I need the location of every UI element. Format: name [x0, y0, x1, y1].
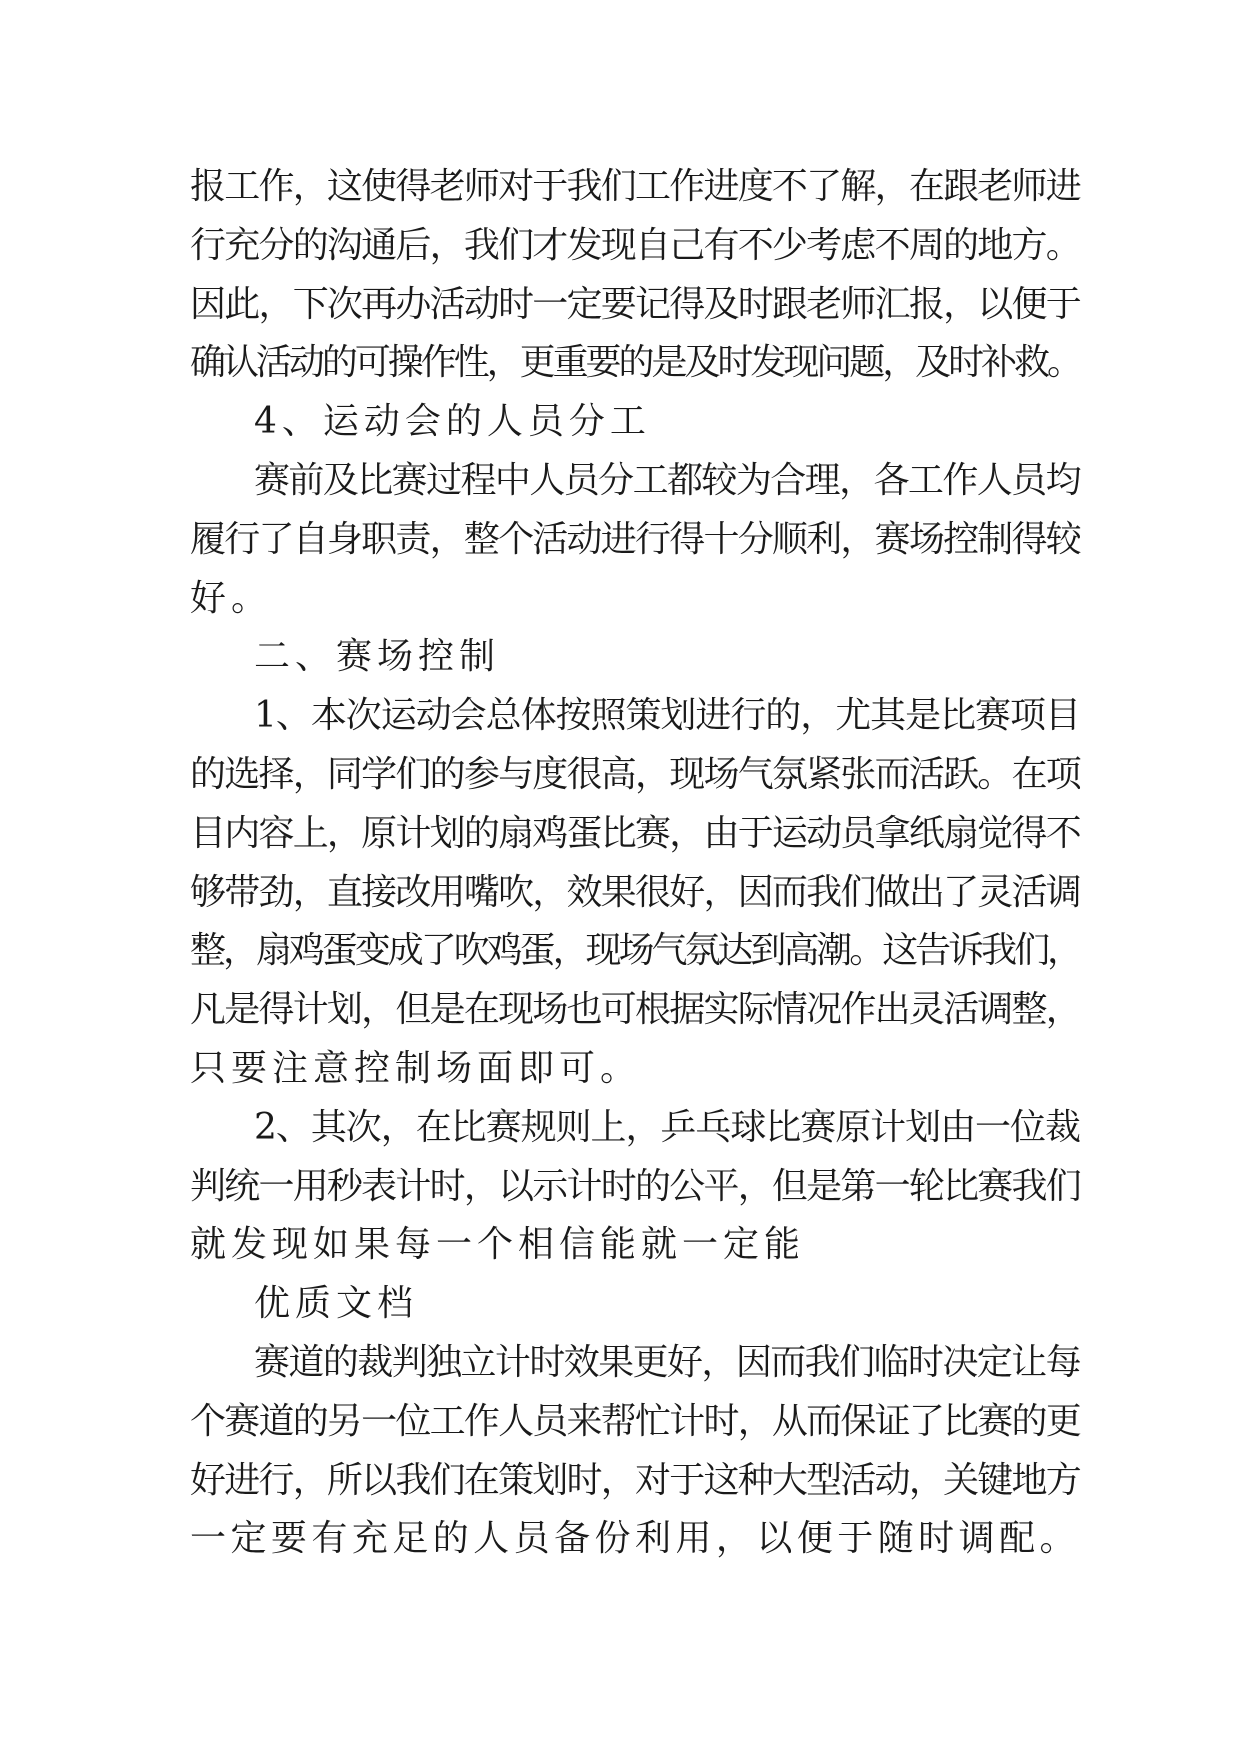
text-line: 二、赛场控制: [254, 636, 501, 678]
text-line: 履行了自身职责，整个活动进行得十分顺利，赛场控制得较: [190, 518, 1081, 560]
text-line: 优质文档: [254, 1283, 419, 1325]
text-line: 2、其次，在比赛规则上，乒乓球比赛原计划由一位裁: [254, 1106, 1080, 1148]
text-line: 个赛道的另一位工作人员来帮忙计时，从而保证了比赛的更: [190, 1400, 1081, 1442]
text-line: 报工作，这使得老师对于我们工作进度不了解，在跟老师进: [190, 166, 1081, 207]
text-line: 整，扇鸡蛋变成了吹鸡蛋，现场气氛达到高潮。这告诉我们，: [190, 930, 1081, 972]
text-line: 好。: [190, 577, 273, 619]
text-line: 确认活动的可操作性，更重要的是及时发现问题，及时补救。: [190, 342, 1081, 384]
text-line: 赛前及比赛过程中人员分工都较为合理，各工作人员均: [254, 459, 1081, 501]
text-line: 赛道的裁判独立计时效果更好，因而我们临时决定让每: [254, 1341, 1081, 1383]
text-line: 凡是得计划，但是在现场也可根据实际情况作出灵活调整，: [190, 989, 1081, 1031]
text-line: 目内容上，原计划的扇鸡蛋比赛，由于运动员拿纸扇觉得不: [190, 812, 1081, 854]
text-line: 一定要有充足的人员备份利用，以便于随时调配。: [190, 1518, 1081, 1560]
text-line: 就发现如果每一个相信能就一定能: [190, 1224, 806, 1266]
text-line: 够带劲，直接改用嘴吹，效果很好，因而我们做出了灵活调: [190, 871, 1081, 913]
text-line: 只要注意控制场面即可。: [190, 1047, 642, 1089]
text-line: 判统一用秒表计时，以示计时的公平，但是第一轮比赛我们: [190, 1165, 1081, 1207]
text-line: 因此，下次再办活动时一定要记得及时跟老师汇报，以便于: [190, 283, 1081, 325]
text-line: 行充分的沟通后，我们才发现自己有不少考虑不周的地方。: [190, 224, 1081, 266]
text-line: 的选择，同学们的参与度很高，现场气氛紧张而活跃。在项: [190, 753, 1081, 795]
document-body: [190, 158, 1080, 1569]
text-line: 4、运动会的人员分工: [254, 401, 651, 443]
text-line: 1、本次运动会总体按照策划进行的，尤其是比赛项目: [254, 695, 1080, 737]
text-line: 好进行，所以我们在策划时，对于这种大型活动，关键地方: [190, 1459, 1081, 1501]
